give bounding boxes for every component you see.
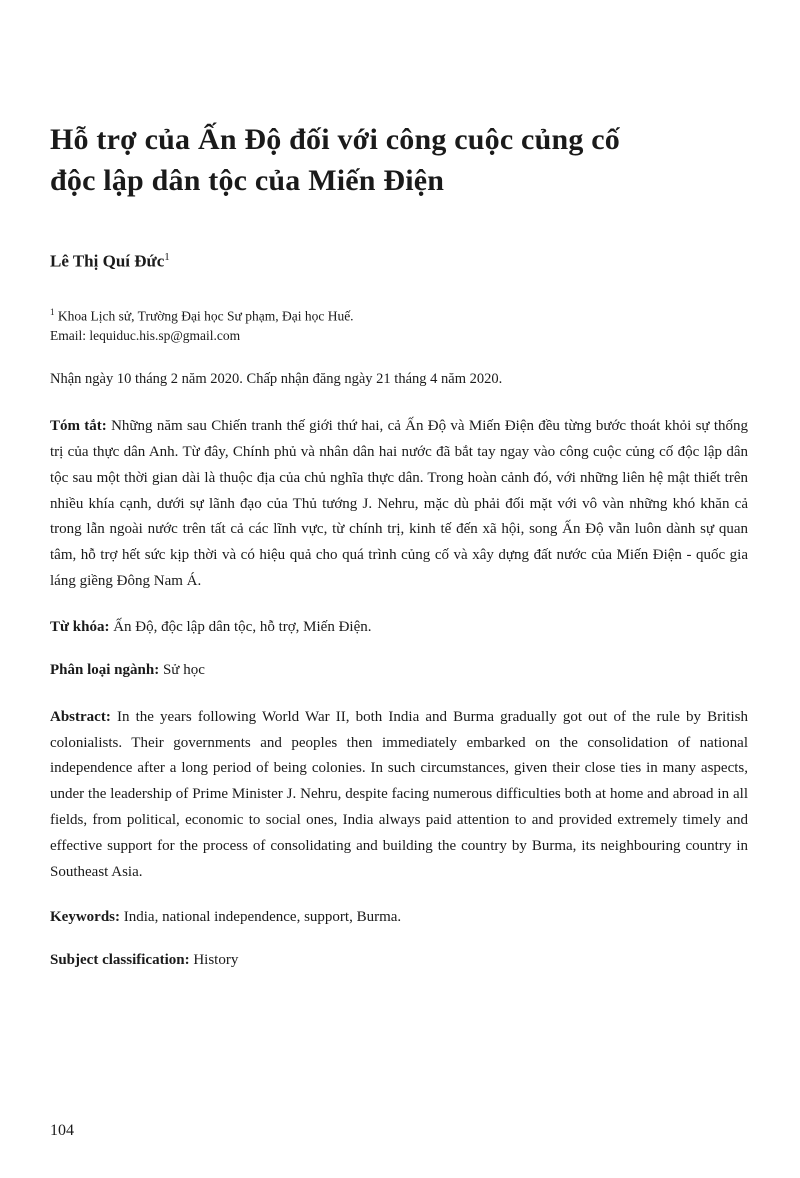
article-title: Hỗ trợ của Ấn Độ đối với công cuộc củng cố độc lập dân tộc của Miến Điện [50,123,620,197]
keywords-english [50,909,748,926]
author-line [50,251,748,272]
author-name: Lê Thị Quí Đức [50,251,165,271]
page-number: 104 [50,1122,74,1139]
keywords-vi-body: Ấn Độ, độc lập dân tộc, hỗ trợ, Miến Điện. [109,618,372,635]
classification-vietnamese [50,662,748,679]
abstract-vi-body: Những năm sau Chiến tranh thế giới thứ hai, cả Ấn Độ và Miến Điện đều từng bước thoát khỏi sự thống trị của thực dân Anh. Từ đây, Chính phủ và nhân dân hai nước đã bắt tay ngay vào công cuộc củng cố độc lập dân tộc sau một thời gian dài là thuộc địa của chủ nghĩa thực dân. Trong hoàn cảnh đó, với những liên hệ mật thiết trên nhiều khía cạnh, dưới sự lãnh đạo của Thủ tướng J. Nehru, mặc dù phải đối mặt với vô vàn những khó khăn cả trong lẫn ngoài nước trên tất cả các lĩnh vực, từ chính trị, kinh tế đến xã hội, song Ấn Độ vẫn luôn dành sự quan tâm, hỗ trợ hết sức kịp thời và có hiệu quả cho quá trình củng cố và xây dựng đất nước của Miến Điện - quốc gia láng giềng Đông Nam Á. [50,418,748,590]
classification-english [50,952,748,969]
keywords-vietnamese [50,619,748,636]
author-footnote [50,306,748,346]
abstract-vi-label: Tóm tắt: [50,418,107,435]
abstract-english [50,705,748,886]
classification-vi-label: Phân loại ngành: [50,661,160,678]
received-dates: Nhận ngày 10 tháng 2 năm 2020. Chấp nhận đăng ngày 21 tháng 4 năm 2020. [50,371,503,388]
footnote-marker: 1 [50,306,55,317]
keywords-en-body: India, national independence, support, Burma. [120,909,402,926]
footnote-email: Email: lequiduc.his.sp@gmail.com [50,327,241,343]
author-footnote-marker: 1 [164,251,170,263]
keywords-en-label: Keywords: [50,909,120,926]
keywords-vi-label: Từ khóa: [50,618,110,635]
footnote-affiliation: Khoa Lịch sử, Trường Đại học Sư phạm, Đại học Huế. [57,308,354,324]
abstract-en-body: In the years following World War II, both India and Burma gradually got out of the rule by British colonialists. Their governments and peoples then immediately embarked on the consolidation of national independence after a long period of being colonies. In such circumstances, given their close ties in many aspects, under the leadership of Prime Minister J. Nehru, despite facing numerous difficulties both at home and abroad in all fields, from political, economic to social ones, India always paid attention to and provided extremely timely and effective support for the process of consolidating and building the country by Burma, its neighbouring country in Southeast Asia. [50,708,748,880]
classification-en-label: Subject classification: [50,952,190,969]
abstract-en-label: Abstract: [50,708,111,725]
classification-vi-body: Sử học [159,661,205,678]
abstract-vietnamese [50,414,748,595]
classification-en-body: History [189,952,239,969]
